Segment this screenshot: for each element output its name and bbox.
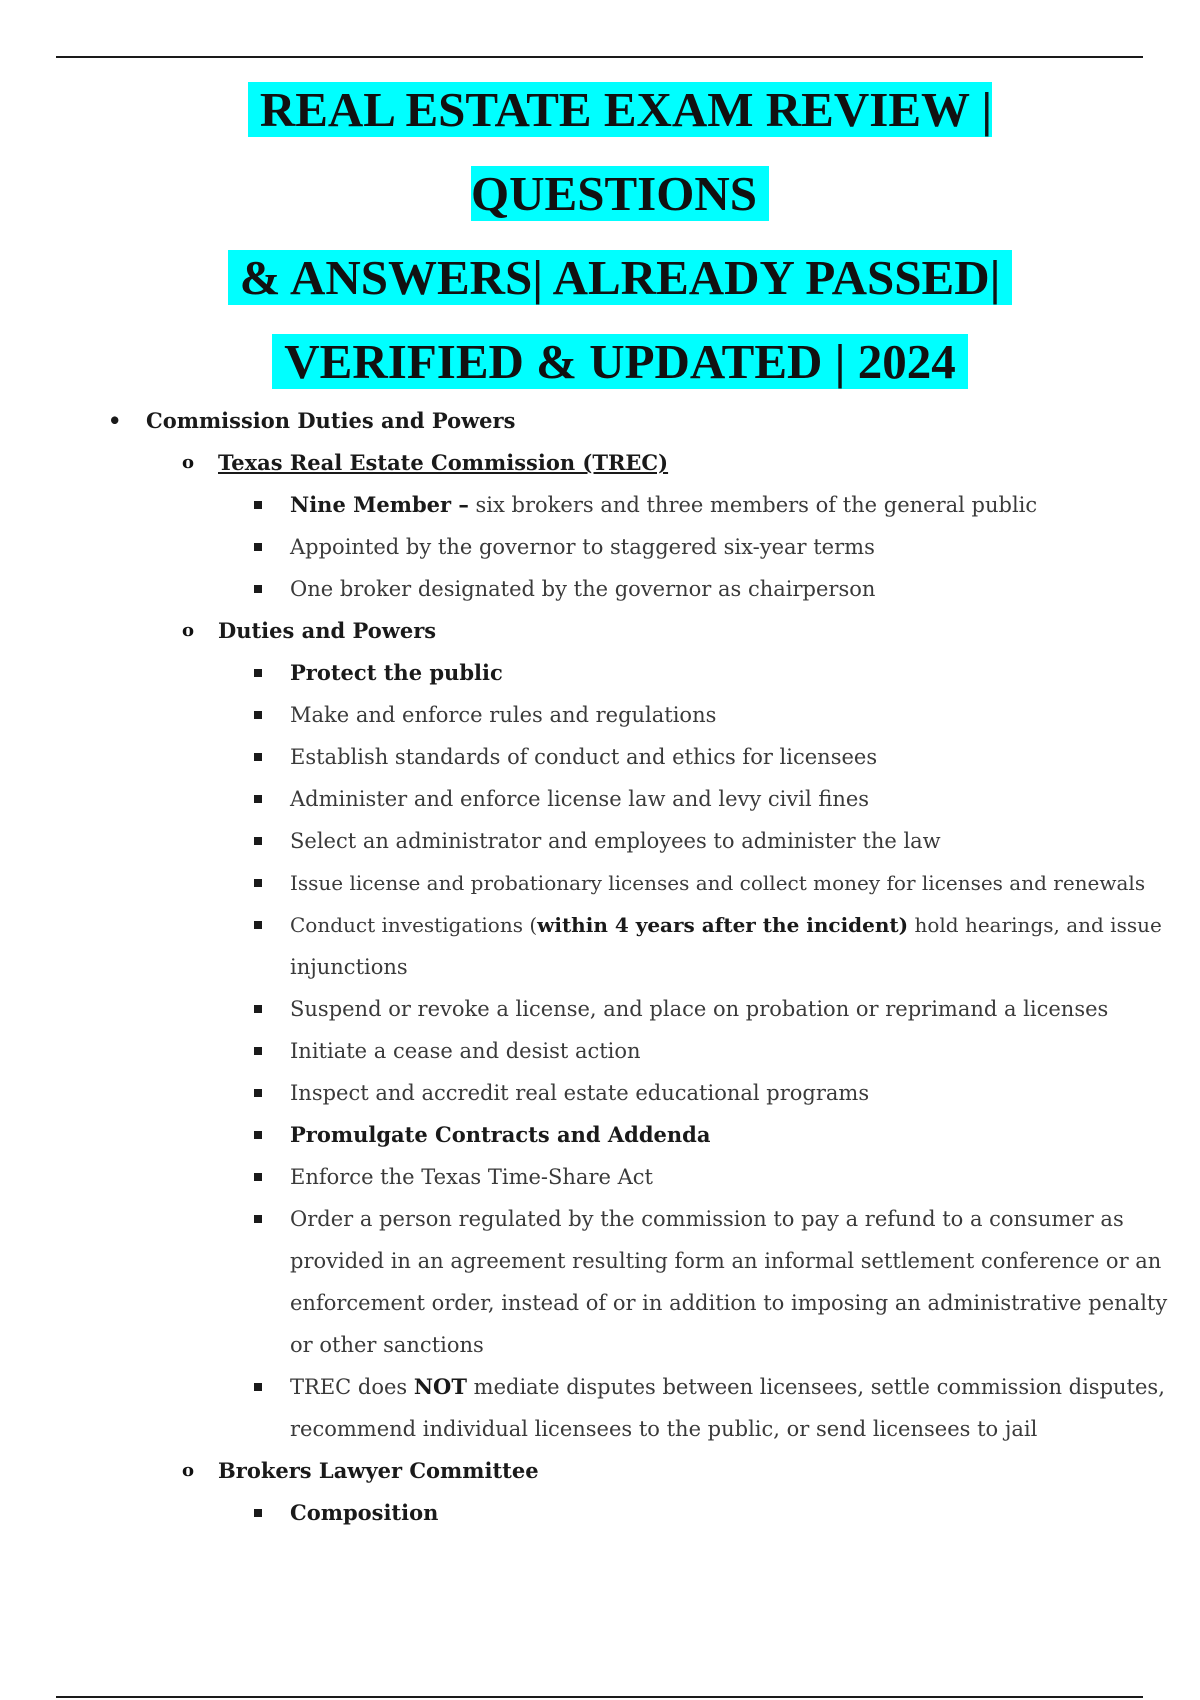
bullet-square-icon bbox=[254, 1005, 262, 1013]
list-item: Promulgate Contracts and Addenda bbox=[290, 1114, 710, 1156]
bullet-circle-icon: o bbox=[182, 620, 195, 641]
list-item: Administer and enforce license law and levy civil fines bbox=[290, 778, 869, 820]
bullet-square-icon bbox=[254, 921, 262, 929]
bullet-square-icon bbox=[254, 585, 262, 593]
list-item-continuation: recommend individual licensees to the public, or send licensees to jail bbox=[290, 1417, 1038, 1441]
subheading-duties: o Duties and Powers bbox=[218, 610, 436, 652]
list-item: Make and enforce rules and regulations bbox=[290, 694, 716, 736]
bullet-square-icon bbox=[254, 837, 262, 845]
bullet-square-icon bbox=[254, 879, 262, 887]
bullet-square-icon bbox=[254, 1509, 262, 1517]
subheading-committee: o Brokers Lawyer Committee bbox=[218, 1450, 539, 1492]
bullet-square-icon bbox=[254, 1383, 262, 1391]
bullet-square-icon bbox=[254, 1215, 262, 1223]
title-line-3: VERIFIED & UPDATED | 2024 bbox=[272, 334, 967, 389]
bullet-square-icon bbox=[254, 795, 262, 803]
bullet-square-icon bbox=[254, 711, 262, 719]
bullet-square-icon bbox=[254, 669, 262, 677]
list-item: Appointed by the governor to staggered six-year terms bbox=[290, 526, 875, 568]
bullet-square-icon bbox=[254, 543, 262, 551]
bullet-square-icon bbox=[254, 501, 262, 509]
bullet-square-icon bbox=[254, 1089, 262, 1097]
list-item: Composition bbox=[290, 1492, 438, 1534]
document-title bbox=[100, 68, 1140, 404]
list-item: One broker designated by the governor as chairperson bbox=[290, 568, 875, 610]
list-item: Issue license and probationary licenses and collect money for licenses and renewals bbox=[290, 862, 1145, 904]
bullet-square-icon bbox=[254, 1173, 262, 1181]
list-item: Initiate a cease and desist action bbox=[290, 1030, 641, 1072]
list-item-continuation: injunctions bbox=[290, 955, 408, 979]
bullet-circle-icon: o bbox=[182, 452, 195, 473]
list-item: Select an administrator and employees to administer the law bbox=[290, 820, 941, 862]
bullet-circle-icon: o bbox=[182, 1460, 195, 1481]
list-item: Establish standards of conduct and ethics for licensees bbox=[290, 736, 877, 778]
section-heading: • Commission Duties and Powers bbox=[146, 400, 515, 442]
list-item-continuation: or other sanctions bbox=[290, 1333, 484, 1357]
list-item: Enforce the Texas Time-Share Act bbox=[290, 1156, 653, 1198]
list-item: Protect the public bbox=[290, 652, 503, 694]
list-item-continuation: provided in an agreement resulting form an informal settlement conference or an bbox=[290, 1249, 1162, 1273]
bottom-rule bbox=[56, 1696, 1143, 1698]
list-item: Order a person regulated by the commission to pay a refund to a consumer as bbox=[290, 1198, 1124, 1240]
list-item-continuation: enforcement order, instead of or in addition to imposing an administrative penalty bbox=[290, 1291, 1168, 1315]
list-item: Nine Member – six brokers and three members of the general public bbox=[290, 484, 1037, 526]
bullet-square-icon bbox=[254, 1047, 262, 1055]
title-line-2: & ANSWERS| ALREADY PASSED| bbox=[228, 250, 1013, 305]
list-item: Suspend or revoke a license, and place on probation or reprimand a licenses bbox=[290, 988, 1108, 1030]
list-item: Inspect and accredit real estate educational programs bbox=[290, 1072, 869, 1114]
bullet-square-icon bbox=[254, 1131, 262, 1139]
bullet-dot-icon: • bbox=[108, 408, 122, 433]
top-rule bbox=[56, 56, 1143, 58]
list-item: TREC does NOT mediate disputes between licensees, settle commission disputes, bbox=[290, 1366, 1165, 1408]
bullet-square-icon bbox=[254, 753, 262, 761]
list-item: Conduct investigations (within 4 years after the incident) hold hearings, and issue bbox=[290, 904, 1162, 946]
subheading-trec: o Texas Real Estate Commission (TREC) bbox=[218, 442, 668, 484]
title-line-1: REAL ESTATE EXAM REVIEW | QUESTIONS bbox=[248, 82, 992, 221]
